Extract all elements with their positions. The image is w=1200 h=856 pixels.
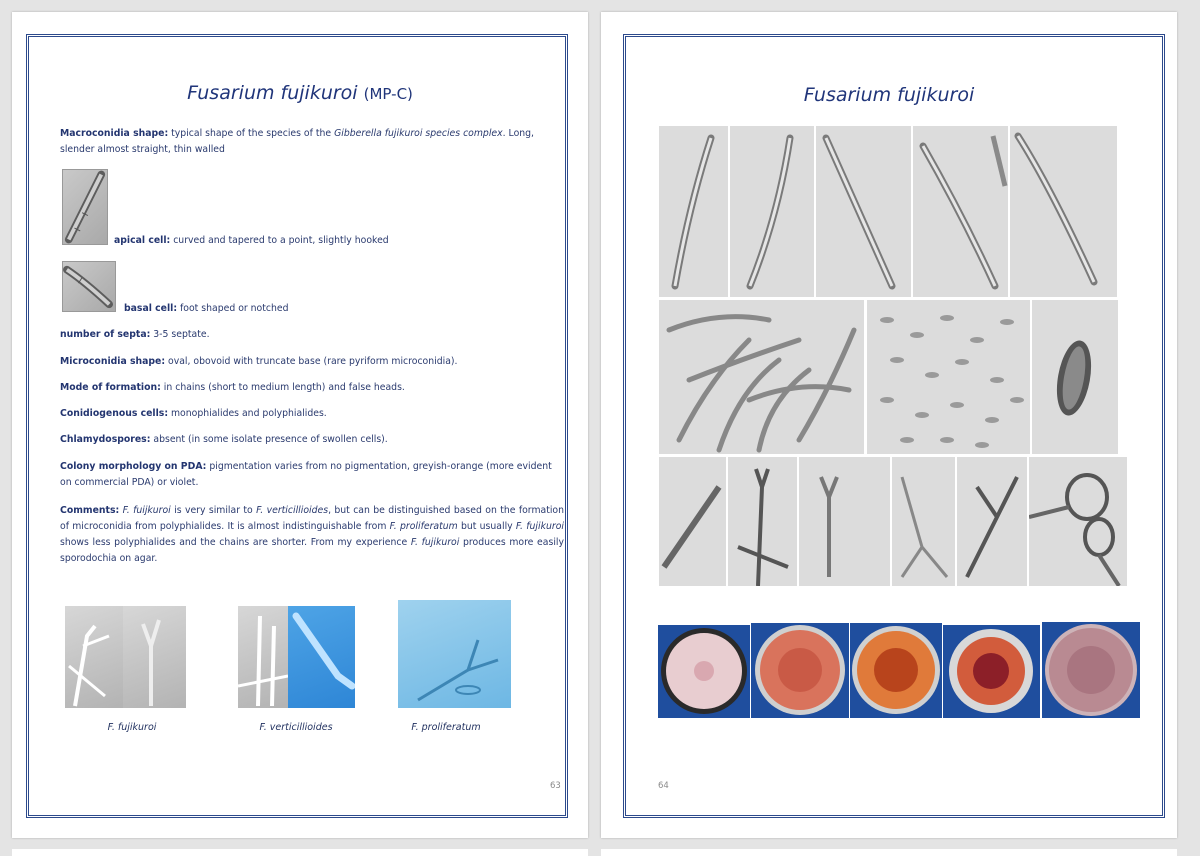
document-page-63 (12, 12, 588, 838)
next-page-edge-right (601, 849, 1177, 856)
page-title: Fusarium fujikuroi (803, 84, 975, 106)
macroconidia-photo-1 (659, 126, 728, 297)
colony-dish-3 (850, 623, 942, 718)
phialide-photo-5 (957, 457, 1027, 586)
swollen-cells-photo (1029, 457, 1127, 586)
fujikuroi-photo-b (123, 606, 186, 708)
macroconidia-photo-4 (913, 126, 1008, 297)
caption-verticillioides: F. verticillioides (259, 722, 333, 733)
apical-cell-description: apical cell: curved and tapered to a point, slightly hooked (114, 235, 389, 246)
phialide-photo-1 (659, 457, 726, 586)
phialide-photo-3 (799, 457, 890, 586)
proliferatum-photo (398, 600, 511, 708)
page-number: 64 (658, 781, 669, 791)
verticillioides-photo-a (238, 606, 288, 708)
colony-dish-2 (751, 623, 849, 718)
conidiogenous-cells-paragraph: Conidiogenous cells: monophialides and polyphialides. (60, 408, 327, 419)
colony-dish-1 (658, 625, 750, 718)
microconidia-photo (867, 300, 1030, 454)
basal-cell-description: basal cell: foot shaped or notched (124, 303, 289, 314)
septa-paragraph: number of septa: 3-5 septate. (60, 329, 210, 340)
single-conidium-photo (1032, 300, 1118, 454)
colony-dish-4 (943, 625, 1040, 718)
caption-proliferatum: F. proliferatum (411, 722, 481, 733)
basal-cell-image (62, 261, 116, 312)
chlamydospores-paragraph: Chlamydospores: absent (in some isolate presence of swollen cells). (60, 434, 388, 445)
macroconidia-photo-2 (730, 126, 814, 297)
verticillioides-photo-b (288, 606, 355, 708)
phialide-photo-4 (892, 457, 955, 586)
apical-cell-image (62, 169, 108, 245)
fujikuroi-photo-a (65, 606, 123, 708)
microconidia-paragraph: Microconidia shape: oval, obovoid with truncate base (rare pyriform microconidia). (60, 356, 458, 367)
page-number: 63 (550, 781, 561, 791)
next-page-edge-left (12, 849, 588, 856)
page-title: Fusarium fujikuroi (MP-C) (187, 82, 413, 104)
comments-paragraph: Comments: F. fuijkuroi is very similar to F. verticillioides, but can be distinguished based on the formation of microconidia from polyphialides. It is almost indistinguishable from F. proliferatum but usually F. fujikuroi shows less polyphialides and the chains are shorter. From my experience F. fujikuroi produces more easily sporodochia on agar. (60, 505, 565, 564)
colony-morphology-paragraph: Colony morphology on PDA: pigmentation varies from no pigmentation, greyish-orange (more evident on commercial PDA) or violet. (60, 461, 552, 488)
macroconidia-photo-5 (1010, 126, 1117, 297)
macroconidia-cluster-photo (659, 300, 864, 454)
phialide-photo-2 (728, 457, 797, 586)
caption-fujikuroi: F. fujikuroi (107, 722, 157, 733)
macroconidia-shape-paragraph: Macroconidia shape: typical shape of the species of the Gibberella fujikuroi species complex. Long, slender almost straight, thin walled (60, 128, 535, 155)
colony-dish-5 (1042, 622, 1140, 718)
macroconidia-photo-3 (816, 126, 911, 297)
mode-of-formation-paragraph: Mode of formation: in chains (short to medium length) and false heads. (60, 382, 405, 393)
document-page-64 (601, 12, 1177, 838)
